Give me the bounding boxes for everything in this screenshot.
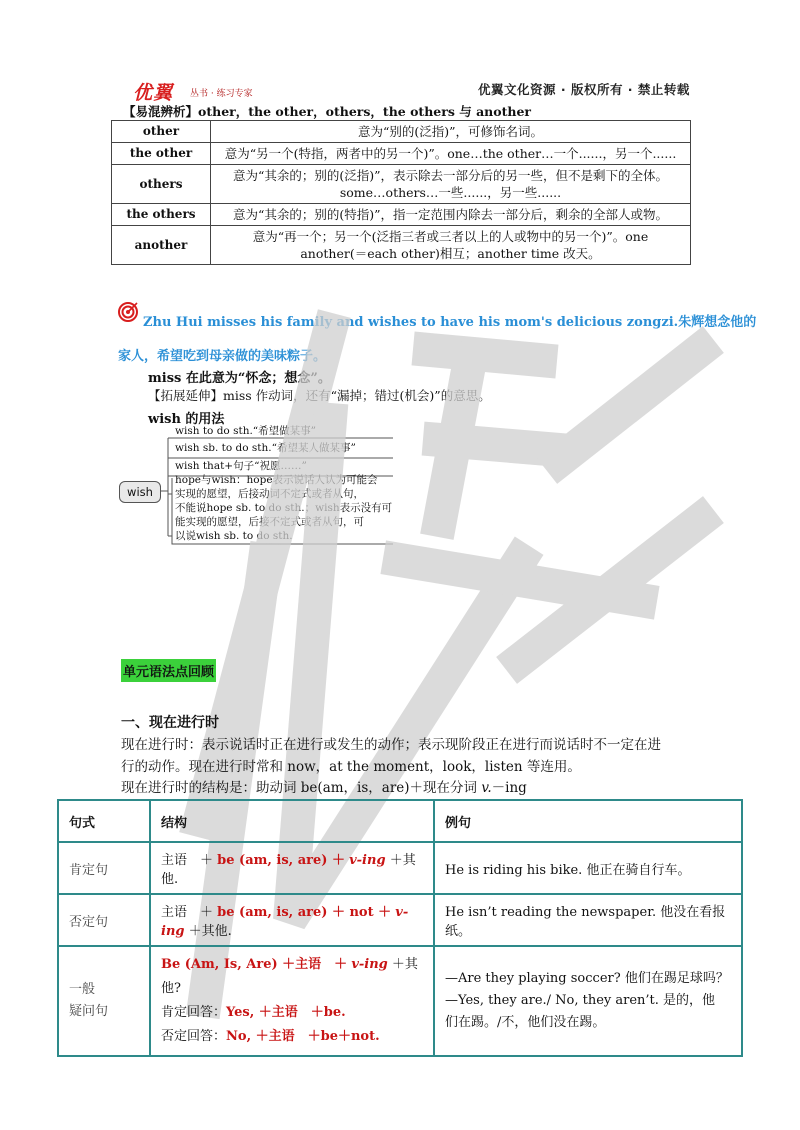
example-line: 们在踢。/不，他们没在踢。 bbox=[445, 1015, 606, 1030]
sentence-type-line: 疑问句 bbox=[69, 1004, 109, 1019]
wish-usage-title: wish 的用法 bbox=[148, 412, 225, 427]
term-cell: another bbox=[112, 226, 211, 265]
table-row bbox=[58, 842, 742, 894]
structure-part: ＋其他. bbox=[188, 924, 232, 939]
answer-label: 肯定回答： bbox=[161, 1005, 227, 1020]
mindmap-branch: hope与wish：hope表示说话人认为可能会 bbox=[175, 474, 378, 486]
desc-cell: 意为“再一个；另一个(泛指三者或三者以上的人或物中的另一个)”。one another(＝each other)相互；another time 改天。 bbox=[211, 226, 691, 265]
table-row bbox=[112, 121, 691, 143]
miss-extension: 【拓展延伸】miss 作动词，还有“漏掉；错过(机会)”的意思。 bbox=[148, 388, 491, 403]
sentence-type: 否定句 bbox=[58, 894, 150, 946]
structure-part: be (am, is, are) ＋ bbox=[217, 853, 345, 868]
brand-subtitle: 丛书 · 练习专家 bbox=[190, 89, 253, 99]
table-row bbox=[112, 226, 691, 265]
table-row bbox=[58, 946, 742, 1056]
confusion-table bbox=[111, 120, 691, 265]
structure-part: v-ing bbox=[351, 957, 388, 972]
structure-cell bbox=[150, 946, 434, 1056]
structure-part: ＋其他. bbox=[161, 853, 416, 887]
mindmap-branch: 以说wish sb. to do sth. bbox=[175, 530, 293, 542]
sentence-type bbox=[58, 946, 150, 1056]
mindmap-branch: 不能说hope sb. to do sth.；wish表示没有可 bbox=[175, 502, 393, 514]
desc-cell: 意为“其余的；别的(泛指)”，表示除去一部分后的另一些，但不是剩下的全体。some…others…一些......，另一些...... bbox=[211, 165, 691, 204]
sentence-type: 肯定句 bbox=[58, 842, 150, 894]
structure-cell bbox=[150, 894, 434, 946]
term-cell: the others bbox=[112, 204, 211, 226]
structure-part: v-ing bbox=[349, 853, 386, 868]
sentence-line-2: 家人，希望吃到母亲做的美味粽子。 bbox=[118, 349, 327, 364]
term-cell: others bbox=[112, 165, 211, 204]
paragraph-line: 行的动作。现在进行时常和 now，at the moment，look，listen 等连用。 bbox=[121, 759, 581, 775]
ing-suffix: －ing bbox=[491, 780, 527, 796]
unit-grammar-badge: 单元语法点回顾 bbox=[121, 659, 216, 682]
table-row bbox=[112, 204, 691, 226]
paragraph-line bbox=[121, 777, 701, 799]
brand-logo: 优翼 bbox=[133, 82, 174, 104]
term-cell: the other bbox=[112, 143, 211, 165]
structure-part: ＋其他? bbox=[161, 957, 418, 996]
paragraph-line: 现在进行时：表示说话时正在进行或发生的动作；表示现阶段正在进行而说话时不一定在进 bbox=[121, 737, 661, 753]
mindmap-branch: 能实现的愿望，后接不定式或者从句，可 bbox=[175, 516, 364, 528]
target-icon bbox=[118, 302, 138, 322]
column-header: 句式 bbox=[58, 800, 150, 842]
example-cell: He is riding his bike. 他正在骑自行车。 bbox=[434, 842, 742, 894]
example-line: —Are they playing soccer? 他们在踢足球吗？ bbox=[445, 971, 729, 986]
column-header: 例句 bbox=[434, 800, 742, 842]
term-cell: other bbox=[112, 121, 211, 143]
no-answer bbox=[161, 1025, 423, 1049]
structure-cell bbox=[150, 842, 434, 894]
example-cell bbox=[434, 946, 742, 1056]
section-heading: 一、现在进行时 bbox=[121, 715, 219, 731]
structure-part: Be (Am, Is, Are) ＋主语 ＋ bbox=[161, 957, 348, 972]
structure-part: v-ing bbox=[161, 905, 409, 939]
table-row bbox=[58, 894, 742, 946]
table-header-row bbox=[58, 800, 742, 842]
answer-structure: Yes, ＋主语 ＋be. bbox=[226, 1005, 346, 1020]
mindmap-branch: wish that+句子“祝愿……” bbox=[175, 460, 307, 472]
mindmap-branch: 实现的愿望，后接动词不定式或者从句， bbox=[175, 488, 364, 500]
structure-text: 现在进行时的结构是：助动词 be(am，is，are)＋现在分词 bbox=[121, 780, 482, 796]
table-row bbox=[112, 165, 691, 204]
desc-cell: 意为“另一个(特指，两者中的另一个)”。one…the other…一个......，另一个...... bbox=[211, 143, 691, 165]
mindmap-branch: wish to do sth.“希望做某事” bbox=[175, 425, 317, 437]
mindmap-branch: wish sb. to do sth.“希望某人做某事” bbox=[175, 442, 356, 454]
desc-cell: 意为“其余的；别的(特指)”，指一定范围内除去一部分后，剩余的全部人或物。 bbox=[211, 204, 691, 226]
table-row bbox=[112, 143, 691, 165]
answer-structure: No, ＋主语 ＋be＋not. bbox=[226, 1029, 380, 1044]
example-cell: He isn’t reading the newspaper. 他没在看报纸。 bbox=[434, 894, 742, 946]
sentence-type-line: 一般 bbox=[69, 982, 96, 997]
structure-part: be (am, is, are) ＋ not ＋ bbox=[217, 905, 392, 920]
sentence-line-1: Zhu Hui misses his family and wishes to have his mom's delicious zongzi.朱辉想念他的 bbox=[143, 315, 757, 330]
mindmap-root: wish bbox=[119, 481, 161, 503]
miss-meaning: miss 在此意为“怀念；想念”。 bbox=[148, 371, 331, 386]
v-abbrev: v. bbox=[481, 780, 492, 796]
yes-answer bbox=[161, 1001, 423, 1025]
desc-cell: 意为“别的(泛指)”，可修饰名词。 bbox=[211, 121, 691, 143]
answer-label: 否定回答： bbox=[161, 1029, 227, 1044]
column-header: 结构 bbox=[150, 800, 434, 842]
confusion-title: 【易混辨析】other，the other，others，the others 与 another bbox=[123, 104, 531, 119]
grammar-table bbox=[57, 799, 743, 1057]
structure-part: 主语 ＋ bbox=[161, 853, 214, 868]
structure-part: 主语 ＋ bbox=[161, 905, 214, 920]
example-line: —Yes, they are./ No, they aren’t. 是的，他 bbox=[445, 993, 716, 1008]
question-structure bbox=[161, 953, 423, 1001]
copyright-notice: 优翼文化资源 · 版权所有 · 禁止转载 bbox=[478, 82, 690, 97]
